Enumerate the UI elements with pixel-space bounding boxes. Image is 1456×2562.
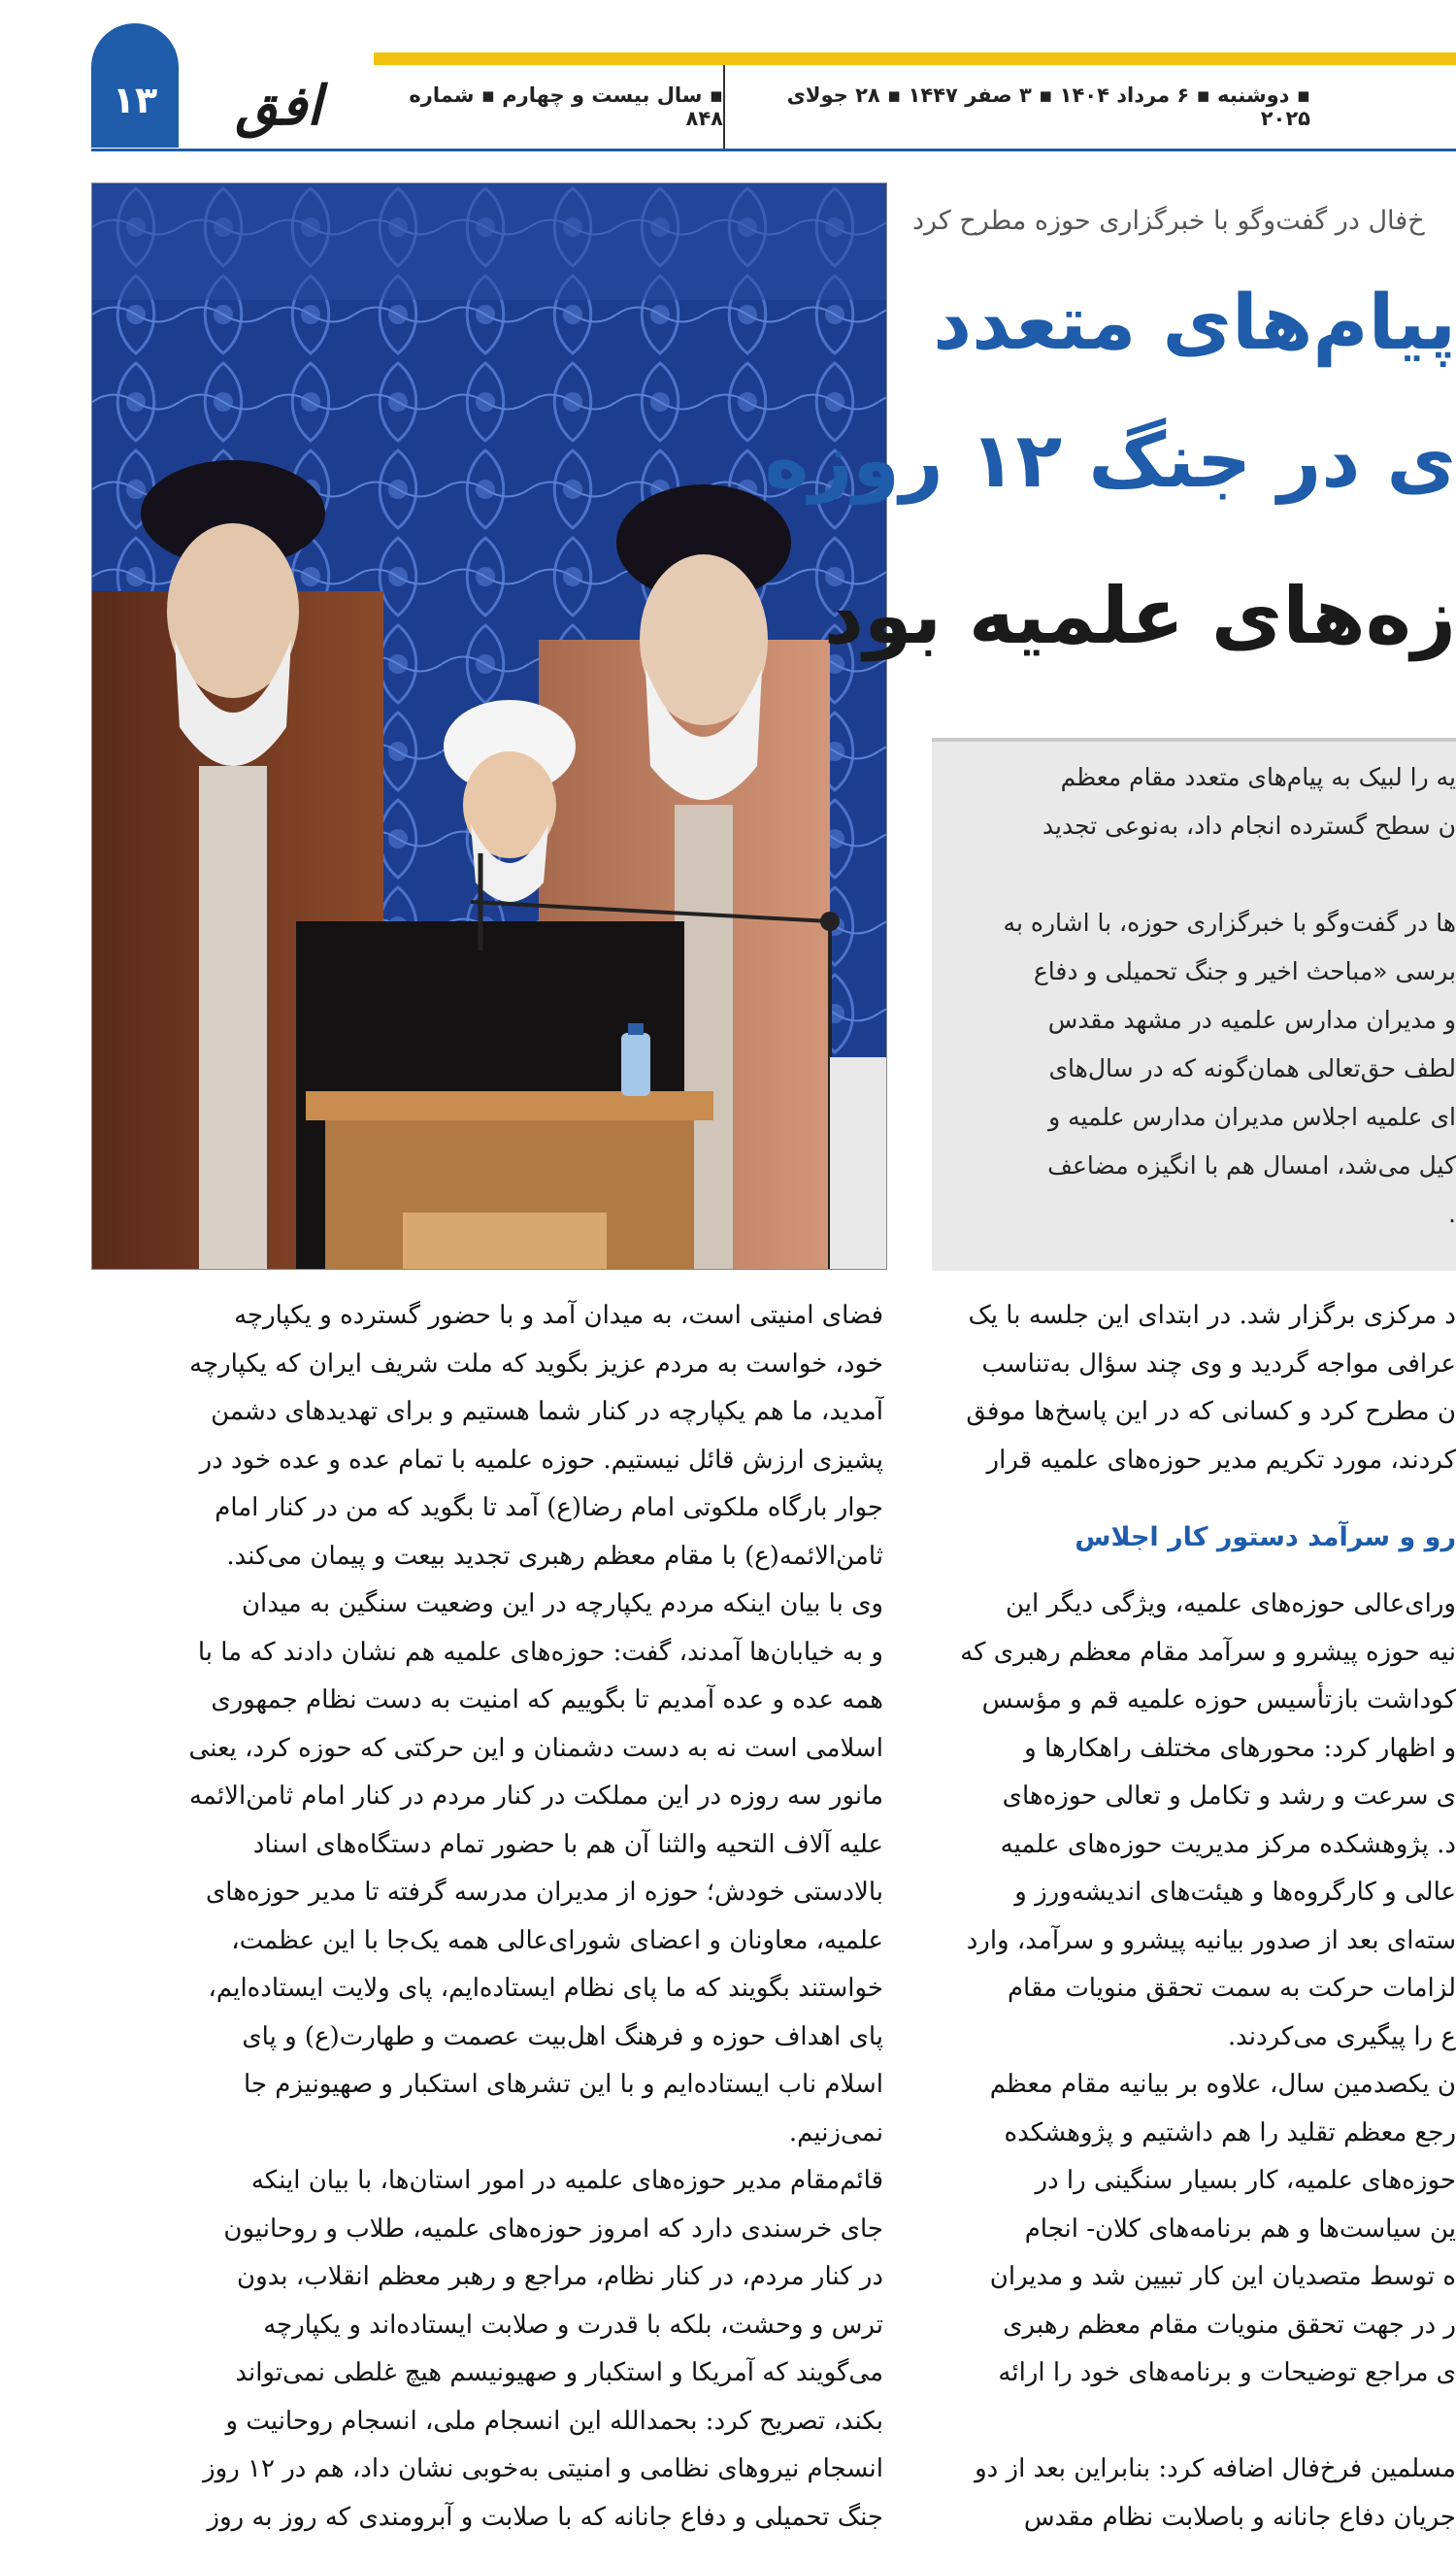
page-number-badge bbox=[91, 23, 179, 148]
page-number: ۱۳ bbox=[112, 79, 158, 121]
lead-line: یه را لبیک به پیام‌های متعدد مقام معظم bbox=[1060, 763, 1456, 791]
body-line: علمیه، معاونان و اعضای شورای‌عالی همه یک‌جا با این عظمت، bbox=[231, 1925, 883, 1955]
body-column-left bbox=[91, 1301, 883, 2562]
headline-line-2: ی در جنگ ۱۲ روزه bbox=[764, 417, 1456, 505]
body-line: خواستند بگویند که ما پای نظام ایستاده‌ایم، پای ولایت ایستاده‌ایم، bbox=[208, 1974, 883, 2003]
section-subhead: رو و سرآمد دستور کار اجلاس bbox=[1075, 1521, 1456, 1552]
body-line: بالادستی خودش؛ حوزه از مدیران مدرسه گرفته تا مدیر حوزه‌های bbox=[205, 1878, 883, 1907]
body-line: جوار بارگاه ملکوتی امام رضا(ع) آمد تا بگوید که من در کنار امام bbox=[215, 1493, 883, 1522]
lead-line: لطف حق‌تعالی همان‌گونه که در سال‌های bbox=[1048, 1054, 1456, 1082]
body-line: علیه آلاف التحیه والثنا آن هم با حضور تمام دستگاه‌های اسناد bbox=[252, 1829, 883, 1859]
date-line: ▪ دوشنبه ▪ ۶ مرداد ۱۴۰۴ ▪ ۳ صفر ۱۴۴۷ ▪ ۲۸ جولای ۲۰۲۵ bbox=[786, 83, 1310, 130]
body-line: د. پژوهشکده مرکز مدیریت حوزه‌های علمیه bbox=[1000, 1829, 1456, 1859]
body-line: می‌گویند که آمریکا و استکبار و صهیونیسم هیچ غلطی نمی‌تواند bbox=[235, 2358, 883, 2387]
body-line: سته‌ای بعد از صدور بیانیه پیشرو و سرآمد، وارد bbox=[966, 1925, 1456, 1955]
headline-line-3: زه‌های علمیه بود bbox=[823, 571, 1456, 661]
body-line: ن یکصدمین سال، علاوه بر بیانیه مقام معظم bbox=[989, 2070, 1456, 2099]
body-line: پشیزی ارزش قائل نیستیم. حوزه علمیه با تمام عده و عده خود در bbox=[199, 1445, 883, 1475]
headline-line-1: پیام‌های متعدد bbox=[933, 280, 1456, 367]
body-line: ین سیاست‌ها و هم برنامه‌های کلان- انجام bbox=[1024, 2213, 1456, 2244]
lead-line: ها در گفت‌وگو با خبرگزاری حوزه، با اشاره به bbox=[1003, 909, 1456, 937]
body-line: ن مطرح کرد و کسانی که در این پاسخ‌ها موفق bbox=[966, 1397, 1456, 1426]
body-line: جای خرسندی دارد که امروز حوزه‌های علمیه، طلاب و روحانیون bbox=[223, 2213, 883, 2244]
article-photo bbox=[91, 183, 887, 1270]
body-line: کوداشت بازتأسیس حوزه علمیه قم و مؤسس bbox=[981, 1685, 1456, 1714]
body-line: قائم‌مقام مدیر حوزه‌های علمیه در امور استان‌ها، با بیان اینکه bbox=[250, 2166, 883, 2195]
body-line: مسلمین فرخ‌فال اضافه کرد: بنابراین بعد از دو bbox=[975, 2454, 1456, 2483]
header-divider bbox=[723, 65, 725, 149]
body-line: پای اهداف حوزه و فرهنگ اهل‌بیت عصمت و طهارت(ع) و پای bbox=[242, 2021, 883, 2051]
body-line: نمی‌زنیم. bbox=[788, 2117, 883, 2147]
body-line: همه عده و عده آمدیم تا بگوییم که امنیت به دست نظام جمهوری bbox=[211, 1685, 883, 1714]
body-line: ر در جهت تحقق منویات مقام معظم رهبری bbox=[1003, 2310, 1456, 2340]
body-line: و اظهار کرد: محورهای مختلف راهکارها و bbox=[1024, 1733, 1456, 1763]
lead-line: . bbox=[1448, 1200, 1456, 1228]
body-line: حوزه‌های علمیه، کار بسیار سنگینی را در bbox=[1035, 2166, 1456, 2195]
body-line: لزامات حرکت به سمت تحقق منویات مقام bbox=[1007, 1974, 1456, 2003]
body-line: ی سرعت و رشد و تکامل و تعالی حوزه‌های bbox=[1002, 1781, 1456, 1811]
body-line: نیه حوزه پیشرو و سرآمد مقام معظم رهبری که bbox=[960, 1637, 1456, 1667]
body-line: ورای‌عالی حوزه‌های علمیه، ویژگی دیگر این bbox=[1006, 1589, 1456, 1618]
body-line: رجع معظم تقلید را هم داشتیم و پژوهشکده bbox=[1004, 2117, 1456, 2147]
body-line: ترس و وحشت، بلکه با قدرت و صلابت ایستاده‌اند و یکپارچه bbox=[263, 2310, 883, 2340]
body-line: اسلامی است نه به دست دشمنان و این حرکتی که حوزه کرد، یعنی bbox=[188, 1733, 883, 1763]
article-kicker: خ‌فال در گفت‌وگو با خبرگزاری حوزه مطرح کرد bbox=[912, 206, 1425, 236]
lead-line: ن سطح گسترده انجام داد، به‌نوعی تجدید bbox=[1042, 812, 1456, 840]
body-line: جنگ تحمیلی و دفاع جانانه که با صلابت و آبرومندی که روز به روز bbox=[207, 2502, 883, 2532]
body-line: فضای امنیتی است، به میدان آمد و با حضور گسترده و یکپارچه bbox=[234, 1301, 883, 1330]
body-line: انسجام نیروهای نظامی و امنیتی به‌خوبی نشان داد، هم در ۱۲ روز bbox=[203, 2454, 883, 2483]
lead-line: و مدیران مدارس علمیه در مشهد مقدس bbox=[1047, 1006, 1456, 1034]
magazine-logo: افق bbox=[235, 74, 322, 138]
body-line: و به خیابان‌ها آمدند، گفت: حوزه‌های علمیه هم نشان دادند که ما با bbox=[197, 1637, 883, 1667]
lead-line: ای علمیه اجلاس مدیران مدارس علمیه و bbox=[1048, 1103, 1456, 1131]
header-top-rule bbox=[374, 52, 1456, 65]
body-line: بکند، تصریح کرد: بحمدالله این انسجام ملی، انسجام روحانیت و bbox=[225, 2406, 883, 2436]
body-line: ه توسط متصدیان این کار تبیین شد و مدیران bbox=[989, 2262, 1456, 2291]
body-line: ع را پیگیری می‌کردند. bbox=[1227, 2021, 1456, 2051]
body-line: عالی و کارگروه‌ها و هیئت‌های اندیشه‌ورز و bbox=[1014, 1878, 1456, 1907]
issue-info: ▪ سال بیست و چهارم ▪ شماره ۸۴۸ bbox=[409, 83, 723, 130]
body-line: در کنار مردم، در کنار نظام، مراجع و رهبر معظم انقلاب، بدون bbox=[237, 2262, 883, 2291]
body-line: خود، خواست به مردم عزیز بگوید که ملت شریف ایران که یکپارچه bbox=[189, 1348, 883, 1379]
lead-box bbox=[932, 738, 1456, 1271]
header-bottom-rule bbox=[91, 149, 1456, 151]
body-column-right bbox=[912, 1301, 1456, 2562]
body-line: ی مراجع توضیحات و برنامه‌های خود را ارائه bbox=[998, 2358, 1456, 2387]
body-line: آمدید، ما هم یکپارچه در کنار شما هستیم و برای تهدیدهای دشمن bbox=[211, 1397, 883, 1426]
body-line: عرافی مواجه گردید و وی چند سؤال به‌تناسب bbox=[981, 1348, 1456, 1379]
body-line: وی با بیان اینکه مردم یکپارچه در این وضعیت سنگین به میدان bbox=[241, 1589, 883, 1618]
body-line: مانور سه روزه در این مملکت در کنار مردم در کنار امام ثامن‌الائمه bbox=[188, 1781, 883, 1811]
body-line: جریان دفاع جانانه و باصلابت نظام مقدس bbox=[1023, 2502, 1456, 2532]
lead-line: کیل می‌شد، امسال هم با انگیزه مضاعف bbox=[1047, 1151, 1456, 1180]
lead-line: برسی «مباحث اخیر و جنگ تحمیلی و دفاع bbox=[1033, 957, 1456, 985]
body-line: کردند، مورد تکریم مدیر حوزه‌های علمیه قرار bbox=[986, 1445, 1456, 1475]
body-line: ثامن‌الائمه(ع) با مقام معظم رهبری تجدید بیعت و پیمان می‌کند. bbox=[226, 1541, 883, 1571]
body-line: د مرکزی برگزار شد. در ابتدای این جلسه با یک bbox=[968, 1301, 1456, 1330]
body-line: اسلام ناب ایستاده‌ایم و با این تشرهای استکبار و صهیونیزم جا bbox=[244, 2070, 883, 2099]
